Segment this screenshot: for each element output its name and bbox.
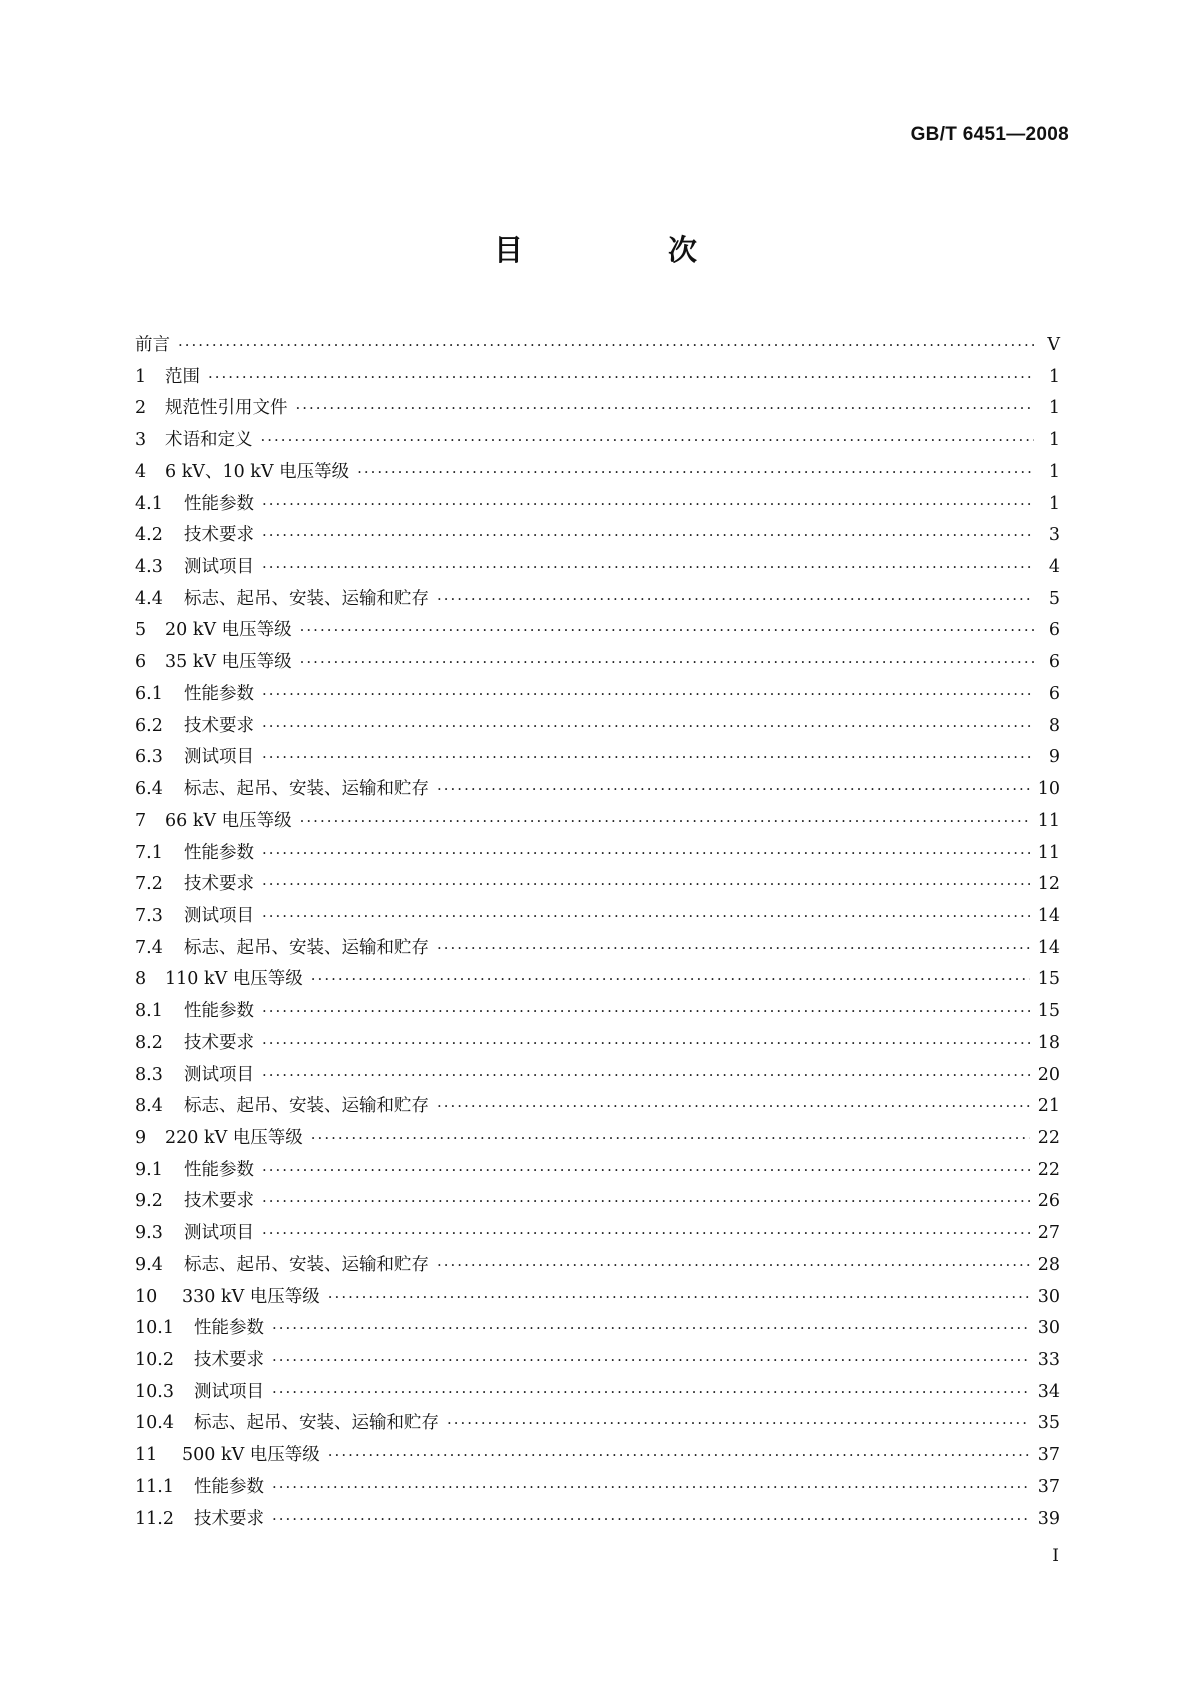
toc-entry-page: 12 [1037, 874, 1060, 895]
toc-entry-label: 性能参数 [184, 683, 254, 704]
toc-entry-number: 4.4 [135, 588, 163, 609]
toc-leader-dots [262, 1224, 1030, 1242]
toc-entry-label: 标志、起吊、安装、运输和贮存 [184, 1254, 429, 1275]
toc-entry-page: 28 [1037, 1254, 1060, 1275]
toc-leader-dots [262, 1034, 1030, 1052]
toc-entry[interactable] [135, 1156, 1060, 1188]
toc-entry-number: 11.2 [135, 1508, 174, 1529]
toc-leader-dots [437, 1256, 1030, 1274]
toc-entry[interactable] [135, 680, 1060, 712]
toc-leader-dots [262, 1192, 1030, 1210]
toc-entry[interactable] [135, 521, 1060, 553]
toc-entry[interactable] [135, 775, 1060, 807]
toc-entry-page: 35 [1037, 1413, 1060, 1434]
toc-entry-label: 性能参数 [194, 1476, 264, 1497]
toc-entry[interactable] [135, 1219, 1060, 1251]
toc-entry-label: 6 kV、10 kV 电压等级 [165, 461, 350, 482]
toc-entry-number: 10.2 [135, 1350, 174, 1370]
toc-entry-page: 1 [1048, 366, 1060, 387]
toc-entry-page: 1 [1048, 461, 1060, 482]
toc-entry[interactable] [135, 1441, 1060, 1473]
toc-entry-label: 测试项目 [184, 1064, 254, 1085]
toc-entry[interactable] [135, 553, 1060, 585]
toc-leader-dots [262, 717, 1034, 735]
toc-entry-number: 6.1 [135, 683, 163, 704]
toc-entry-page: 9 [1048, 747, 1060, 768]
toc-leader-dots [300, 621, 1034, 639]
toc-entry-label: 测试项目 [184, 747, 254, 768]
toc-entry-number: 8.1 [135, 1001, 163, 1022]
toc-entry-label: 技术要求 [194, 1508, 264, 1529]
toc-entry[interactable] [135, 1092, 1060, 1124]
toc-entry-page: 5 [1048, 588, 1060, 609]
toc-entry[interactable] [135, 902, 1060, 934]
toc-entry-label: 标志、起吊、安装、运输和贮存 [184, 1096, 429, 1117]
toc-entry-page: 26 [1037, 1191, 1060, 1212]
toc-entry[interactable] [135, 394, 1060, 426]
toc-entry-number: 7.3 [135, 905, 163, 926]
toc-entry[interactable] [135, 1409, 1060, 1441]
toc-entry[interactable] [135, 965, 1060, 997]
toc-entry-number: 7 [135, 810, 147, 831]
toc-entry-number: 10.3 [135, 1381, 174, 1402]
toc-leader-dots [328, 1446, 1030, 1464]
toc-entry[interactable] [135, 1029, 1060, 1061]
toc-entry[interactable] [135, 648, 1060, 680]
toc-entry-page: 30 [1037, 1318, 1060, 1339]
toc-entry-page: 6 [1048, 652, 1060, 673]
toc-entry-label: 330 kV 电压等级 [182, 1286, 320, 1307]
toc-entry-label: 测试项目 [184, 557, 254, 578]
toc-entry-label: 标志、起吊、安装、运输和贮存 [184, 779, 429, 800]
toc-entry-page: 15 [1037, 969, 1060, 990]
toc-entry[interactable] [135, 458, 1060, 490]
toc-leader-dots [437, 590, 1034, 608]
toc-entry-label: 技术要求 [184, 874, 254, 895]
toc-entry-label: 技术要求 [184, 715, 254, 736]
toc-entry-number: 2 [135, 398, 147, 419]
toc-entry-number: 7.2 [135, 874, 163, 895]
toc-entry-label: 35 kV 电压等级 [165, 652, 292, 673]
toc-entry[interactable] [135, 426, 1060, 458]
toc-entry-label: 性能参数 [184, 493, 254, 514]
toc-entry-number: 9.4 [135, 1254, 163, 1275]
toc-entry-number: 10.1 [135, 1318, 174, 1339]
toc-leader-dots [357, 463, 1034, 481]
toc-entry[interactable] [135, 934, 1060, 966]
page-title: 目 次 [493, 233, 755, 267]
page-number: Ⅰ [1052, 1546, 1059, 1566]
toc-entry-label: 术语和定义 [165, 430, 253, 451]
toc-leader-dots [262, 844, 1030, 862]
toc-entry-number: 3 [135, 430, 147, 451]
toc-entry-page: 37 [1037, 1476, 1060, 1497]
toc-entry-page: 39 [1037, 1508, 1060, 1529]
toc-entry[interactable] [135, 1378, 1060, 1410]
standard-code: GB/T 6451—2008 [910, 124, 1069, 145]
toc-entry-label: 范围 [165, 366, 200, 387]
toc-entry-page: 22 [1037, 1127, 1060, 1148]
toc-entry[interactable] [135, 1473, 1060, 1505]
toc-entry-label: 标志、起吊、安装、运输和贮存 [194, 1413, 439, 1434]
toc-entry-page: 21 [1037, 1096, 1060, 1117]
toc-entry-number: 6 [135, 652, 147, 673]
toc-entry-page: 30 [1037, 1286, 1060, 1307]
toc-entry[interactable] [135, 1283, 1060, 1315]
toc-entry-number: 11.1 [135, 1476, 174, 1497]
toc-leader-dots [261, 431, 1035, 449]
table-of-contents [135, 331, 1060, 1536]
toc-leader-dots [262, 748, 1034, 766]
toc-entry-label: 220 kV 电压等级 [165, 1127, 303, 1148]
toc-entry-label: 性能参数 [184, 842, 254, 863]
toc-entry-number: 5 [135, 620, 147, 641]
toc-entry-number: 10.4 [135, 1413, 174, 1434]
toc-leader-dots [262, 558, 1034, 576]
toc-entry-number: 6.2 [135, 715, 163, 736]
toc-entry-label: 规范性引用文件 [165, 398, 288, 419]
toc-entry-number: 6.4 [135, 779, 163, 800]
toc-entry[interactable] [135, 743, 1060, 775]
toc-entry-label: 66 kV 电压等级 [165, 810, 292, 831]
toc-entry-number: 1 [135, 366, 147, 387]
toc-leader-dots [178, 336, 1034, 354]
toc-entry-page: 37 [1037, 1445, 1060, 1466]
toc-entry[interactable] [135, 1314, 1060, 1346]
toc-leader-dots [437, 939, 1030, 957]
toc-entry-page: 6 [1048, 620, 1060, 641]
toc-entry-label: 测试项目 [184, 1223, 254, 1244]
toc-entry-page: 11 [1037, 842, 1060, 863]
toc-entry-page: 8 [1048, 715, 1060, 736]
toc-entry[interactable] [135, 1124, 1060, 1156]
toc-entry-page: 6 [1048, 683, 1060, 704]
toc-entry-number: 8.3 [135, 1064, 163, 1085]
toc-entry[interactable] [135, 839, 1060, 871]
toc-leader-dots [437, 780, 1030, 798]
toc-leader-dots [272, 1319, 1030, 1337]
toc-entry-label: 性能参数 [184, 1159, 254, 1180]
toc-entry-page: 11 [1037, 810, 1060, 831]
toc-entry[interactable] [135, 1251, 1060, 1283]
toc-entry-label: 技术要求 [184, 1191, 254, 1212]
toc-entry-label: 110 kV 电压等级 [165, 969, 303, 990]
toc-entry-number: 9.2 [135, 1191, 163, 1212]
toc-leader-dots [262, 1002, 1030, 1020]
toc-entry[interactable] [135, 616, 1060, 648]
toc-leader-dots [328, 1288, 1030, 1306]
toc-entry-number: 11 [135, 1445, 158, 1466]
toc-entry-number: 8 [135, 969, 147, 990]
toc-entry-label: 技术要求 [184, 525, 254, 546]
toc-entry-page: 15 [1037, 1001, 1060, 1022]
toc-entry-number: 4.1 [135, 493, 163, 514]
toc-entry[interactable] [135, 1346, 1060, 1378]
toc-entry-page: Ⅴ [1047, 335, 1060, 355]
toc-entry-number: 4.3 [135, 557, 163, 578]
toc-entry-number: 6.3 [135, 747, 163, 768]
toc-leader-dots [272, 1510, 1030, 1528]
toc-leader-dots [300, 653, 1034, 671]
toc-entry-page: 1 [1048, 493, 1060, 514]
toc-leader-dots [272, 1351, 1030, 1369]
toc-leader-dots [272, 1478, 1030, 1496]
toc-entry[interactable] [135, 1061, 1060, 1093]
toc-entry-page: 14 [1037, 937, 1060, 958]
toc-entry-page: 22 [1037, 1159, 1060, 1180]
toc-entry-page: 34 [1037, 1381, 1060, 1402]
toc-entry-number: 9 [135, 1127, 147, 1148]
toc-entry[interactable] [135, 585, 1060, 617]
toc-leader-dots [262, 526, 1034, 544]
toc-entry-number: 8.2 [135, 1032, 163, 1053]
toc-entry[interactable] [135, 997, 1060, 1029]
toc-entry-label: 标志、起吊、安装、运输和贮存 [184, 937, 429, 958]
toc-entry-label: 技术要求 [194, 1350, 264, 1370]
toc-entry-number: 4.2 [135, 525, 163, 546]
toc-leader-dots [437, 1097, 1030, 1115]
toc-entry-number: 4 [135, 461, 147, 482]
toc-entry-number: 7.1 [135, 842, 163, 863]
toc-leader-dots [296, 399, 1035, 417]
toc-leader-dots [262, 1161, 1030, 1179]
toc-entry[interactable] [135, 363, 1060, 395]
toc-entry-label: 测试项目 [184, 905, 254, 926]
toc-leader-dots [272, 1383, 1030, 1401]
toc-entry-number: 9.1 [135, 1159, 163, 1180]
toc-leader-dots [262, 907, 1030, 925]
toc-leader-dots [447, 1414, 1030, 1432]
toc-entry-label: 性能参数 [194, 1318, 264, 1339]
toc-entry-label: 500 kV 电压等级 [182, 1445, 320, 1466]
toc-leader-dots [262, 875, 1030, 893]
toc-entry-label: 20 kV 电压等级 [165, 620, 292, 641]
toc-entry-number: 7.4 [135, 937, 163, 958]
toc-entry-page: 20 [1037, 1064, 1060, 1085]
toc-entry[interactable] [135, 712, 1060, 744]
toc-entry[interactable] [135, 1505, 1060, 1537]
toc-entry-page: 3 [1048, 525, 1060, 546]
toc-entry-number: 8.4 [135, 1096, 163, 1117]
toc-entry-label: 前言 [135, 335, 170, 355]
toc-leader-dots [300, 812, 1030, 830]
toc-entry-page: 33 [1037, 1350, 1060, 1370]
toc-entry-label: 技术要求 [184, 1032, 254, 1053]
toc-entry-page: 10 [1037, 779, 1060, 800]
toc-leader-dots [262, 1066, 1030, 1084]
toc-entry-label: 性能参数 [184, 1001, 254, 1022]
toc-entry[interactable] [135, 490, 1060, 522]
toc-leader-dots [311, 970, 1030, 988]
toc-entry-page: 27 [1037, 1223, 1060, 1244]
toc-entry-label: 标志、起吊、安装、运输和贮存 [184, 588, 429, 609]
toc-leader-dots [262, 685, 1034, 703]
toc-entry-number: 9.3 [135, 1223, 163, 1244]
toc-leader-dots [311, 1129, 1030, 1147]
toc-entry[interactable] [135, 807, 1060, 839]
toc-entry[interactable] [135, 1187, 1060, 1219]
toc-entry-label: 测试项目 [194, 1381, 264, 1402]
toc-entry[interactable] [135, 331, 1060, 363]
toc-entry-page: 18 [1037, 1032, 1060, 1053]
toc-entry[interactable] [135, 870, 1060, 902]
toc-entry-page: 4 [1048, 557, 1060, 578]
toc-leader-dots [262, 495, 1034, 513]
toc-entry-page: 1 [1048, 430, 1060, 451]
toc-entry-page: 14 [1037, 905, 1060, 926]
toc-entry-page: 1 [1048, 398, 1060, 419]
toc-leader-dots [208, 368, 1034, 386]
toc-entry-number: 10 [135, 1286, 158, 1307]
